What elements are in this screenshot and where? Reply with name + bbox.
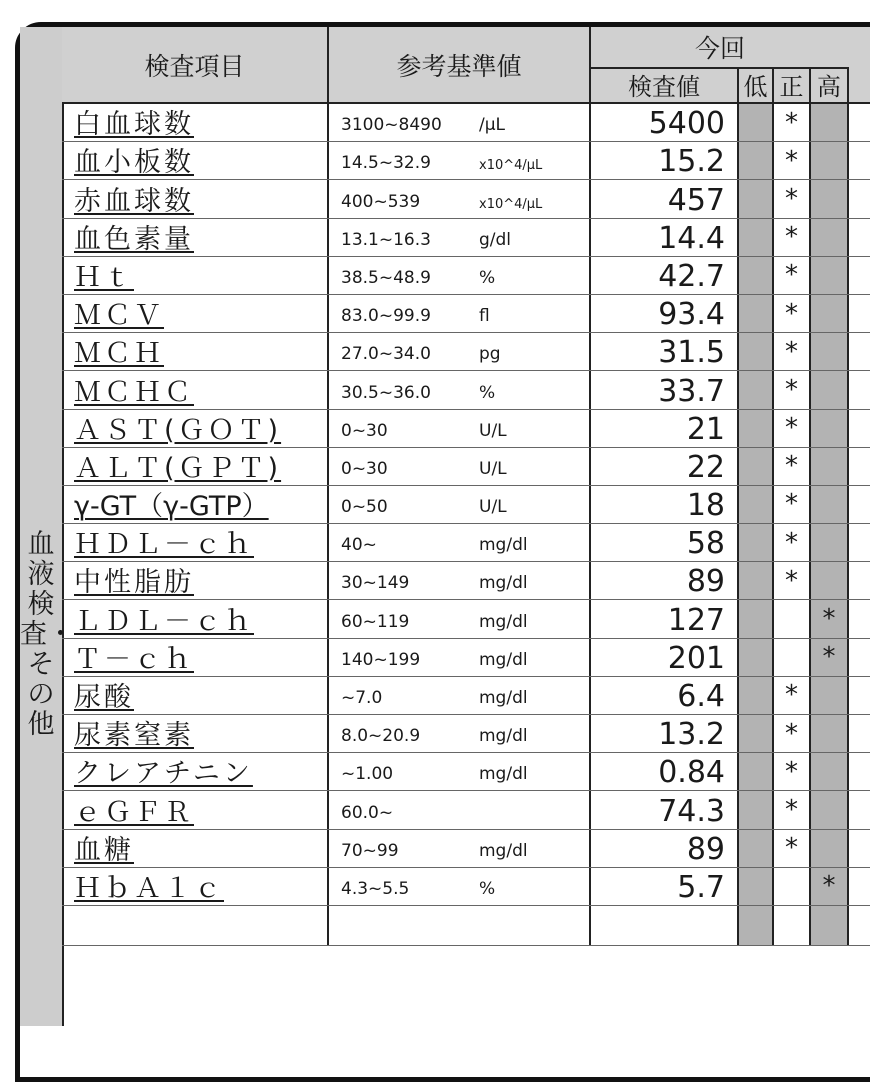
table-row xyxy=(62,180,870,218)
table-row xyxy=(62,486,870,524)
flag-high xyxy=(811,677,849,714)
header-current xyxy=(591,27,849,102)
flag-normal xyxy=(774,830,811,867)
flag-low xyxy=(739,753,774,790)
flag-low xyxy=(739,180,774,217)
flag-high xyxy=(811,753,849,790)
reference-range: 40~ xyxy=(341,535,377,556)
reference-cell xyxy=(329,677,591,714)
result-value: 42.7 xyxy=(591,257,739,294)
empty-cell-normal xyxy=(774,906,811,945)
reference-cell xyxy=(329,486,591,523)
reference-unit: pg xyxy=(479,344,501,365)
reference-cell xyxy=(329,410,591,447)
empty-cell-high xyxy=(811,906,849,945)
extra-cell xyxy=(849,715,870,752)
flag-normal xyxy=(774,371,811,408)
flag-high xyxy=(811,104,849,141)
extra-cell xyxy=(849,486,870,523)
flag-low xyxy=(739,677,774,714)
reference-range: 83.0~99.9 xyxy=(341,306,431,327)
header-item: 検査項目 xyxy=(62,27,329,102)
table-row xyxy=(62,753,870,791)
extra-cell xyxy=(849,333,870,370)
flag-high xyxy=(811,715,849,752)
test-name: 尿素窒素 xyxy=(62,715,329,752)
extra-cell xyxy=(849,104,870,141)
normal-mark: * xyxy=(785,374,798,405)
table-row xyxy=(62,448,870,486)
high-mark: * xyxy=(822,604,836,635)
reference-unit: mg/dl xyxy=(479,535,528,556)
reference-cell xyxy=(329,142,591,179)
test-name: ＭＣＨＣ xyxy=(62,371,329,408)
reference-unit: mg/dl xyxy=(479,649,528,670)
normal-mark: * xyxy=(785,413,798,444)
table-row xyxy=(62,715,870,753)
results-table xyxy=(62,27,870,946)
reference-cell xyxy=(329,295,591,332)
reference-range: ~7.0 xyxy=(341,688,383,708)
flag-low xyxy=(739,104,774,141)
normal-mark: * xyxy=(785,756,798,787)
flag-low xyxy=(739,219,774,256)
flag-high xyxy=(811,410,849,447)
reference-cell xyxy=(329,180,591,217)
reference-unit: mg/dl xyxy=(479,764,528,785)
reference-cell xyxy=(329,257,591,294)
flag-normal xyxy=(774,791,811,828)
flag-low xyxy=(739,257,774,294)
table-row xyxy=(62,257,870,295)
reference-cell xyxy=(329,219,591,256)
result-value: 6.4 xyxy=(591,677,739,714)
flag-normal xyxy=(774,180,811,217)
table-row xyxy=(62,562,870,600)
flag-high xyxy=(811,562,849,599)
empty-cell-ref xyxy=(329,906,591,945)
flag-normal xyxy=(774,562,811,599)
category-band xyxy=(20,27,74,1026)
test-name: クレアチニン xyxy=(62,753,329,790)
result-value: 89 xyxy=(591,562,739,599)
reference-unit: U/L xyxy=(479,458,507,479)
header-high: 高 xyxy=(811,67,849,102)
reference-range: 0~30 xyxy=(341,458,388,479)
reference-unit: x10^4/µL xyxy=(479,196,543,212)
reference-range: 4.3~5.5 xyxy=(341,878,410,899)
extra-cell xyxy=(849,371,870,408)
header-extra xyxy=(849,27,870,102)
test-name: 赤血球数 xyxy=(62,180,329,217)
flag-high xyxy=(811,791,849,828)
result-value: 201 xyxy=(591,639,739,676)
extra-cell xyxy=(849,448,870,485)
reference-unit: /µL xyxy=(479,115,506,136)
reference-cell xyxy=(329,830,591,867)
result-value: 74.3 xyxy=(591,791,739,828)
test-name: 尿酸 xyxy=(62,677,329,714)
normal-mark: * xyxy=(785,527,798,558)
extra-cell xyxy=(849,180,870,217)
reference-cell xyxy=(329,333,591,370)
extra-cell xyxy=(849,562,870,599)
extra-cell xyxy=(849,410,870,447)
test-name: Ｔ－ｃｈ xyxy=(62,639,329,676)
reference-cell xyxy=(329,600,591,637)
extra-cell xyxy=(849,219,870,256)
result-value: 457 xyxy=(591,180,739,217)
reference-unit: U/L xyxy=(479,497,507,518)
normal-mark: * xyxy=(785,489,798,520)
normal-mark: * xyxy=(785,183,798,214)
test-name: ＨＤＬ－ｃｈ xyxy=(62,524,329,561)
table-row xyxy=(62,142,870,180)
result-value: 31.5 xyxy=(591,333,739,370)
reference-cell xyxy=(329,753,591,790)
reference-range: 13.1~16.3 xyxy=(341,229,431,250)
flag-high xyxy=(811,830,849,867)
reference-unit: mg/dl xyxy=(479,611,528,632)
normal-mark: * xyxy=(785,145,798,176)
test-name: γ-GT（γ-GTP） xyxy=(62,486,329,523)
normal-mark: * xyxy=(785,680,798,711)
flag-high xyxy=(811,180,849,217)
result-value: 93.4 xyxy=(591,295,739,332)
flag-high xyxy=(811,333,849,370)
result-value: 33.7 xyxy=(591,371,739,408)
reference-cell xyxy=(329,639,591,676)
flag-low xyxy=(739,410,774,447)
flag-high xyxy=(811,257,849,294)
test-name: ＡＳＴ(ＧＯＴ) xyxy=(62,410,329,447)
flag-normal xyxy=(774,486,811,523)
flag-normal xyxy=(774,142,811,179)
reference-range: 3100~8490 xyxy=(341,115,442,136)
normal-mark: * xyxy=(785,298,798,329)
flag-normal xyxy=(774,677,811,714)
result-value: 13.2 xyxy=(591,715,739,752)
reference-range: 400~539 xyxy=(341,191,421,212)
flag-normal xyxy=(774,219,811,256)
flag-normal xyxy=(774,333,811,370)
extra-cell xyxy=(849,257,870,294)
header-normal: 正 xyxy=(774,67,811,102)
flag-low xyxy=(739,524,774,561)
flag-high xyxy=(811,486,849,523)
reference-range: 14.5~32.9 xyxy=(341,153,431,174)
flag-low xyxy=(739,448,774,485)
table-row-empty xyxy=(62,906,870,946)
table-body xyxy=(62,104,870,906)
flag-low xyxy=(739,868,774,905)
flag-normal xyxy=(774,600,811,637)
extra-cell xyxy=(849,830,870,867)
high-mark: * xyxy=(822,642,836,673)
flag-normal xyxy=(774,753,811,790)
table-row xyxy=(62,639,870,677)
extra-cell xyxy=(849,791,870,828)
header-current-label: 今回 xyxy=(591,27,849,69)
flag-normal xyxy=(774,295,811,332)
reference-cell xyxy=(329,562,591,599)
flag-high xyxy=(811,295,849,332)
extra-cell xyxy=(849,524,870,561)
flag-normal xyxy=(774,410,811,447)
reference-unit: % xyxy=(479,382,496,403)
header-value: 検査値 xyxy=(591,67,739,102)
reference-unit: mg/dl xyxy=(479,840,528,861)
normal-mark: * xyxy=(785,718,798,749)
reference-cell xyxy=(329,448,591,485)
flag-normal xyxy=(774,868,811,905)
reference-range: 140~199 xyxy=(341,649,421,670)
reference-cell xyxy=(329,371,591,408)
reference-range: 60~119 xyxy=(341,611,410,632)
empty-cell-low xyxy=(739,906,774,945)
result-value: 58 xyxy=(591,524,739,561)
normal-mark: * xyxy=(785,222,798,253)
extra-cell xyxy=(849,868,870,905)
flag-low xyxy=(739,295,774,332)
test-name: ｅＧＦＲ xyxy=(62,791,329,828)
reference-range: ~1.00 xyxy=(341,764,394,785)
extra-cell xyxy=(849,677,870,714)
flag-low xyxy=(739,830,774,867)
normal-mark: * xyxy=(785,794,798,825)
reference-unit: mg/dl xyxy=(479,688,528,708)
flag-low xyxy=(739,791,774,828)
reference-unit: U/L xyxy=(479,420,507,441)
normal-mark: * xyxy=(785,833,798,864)
table-row xyxy=(62,104,870,142)
normal-mark: * xyxy=(785,565,798,596)
category-label: 血液検査・その他 xyxy=(20,529,74,740)
header-low: 低 xyxy=(739,67,774,102)
test-name: 血色素量 xyxy=(62,219,329,256)
test-name: ＭＣＶ xyxy=(62,295,329,332)
table-row xyxy=(62,410,870,448)
flag-low xyxy=(739,371,774,408)
table-row xyxy=(62,219,870,257)
table-row xyxy=(62,600,870,638)
flag-normal xyxy=(774,524,811,561)
flag-normal xyxy=(774,639,811,676)
flag-low xyxy=(739,600,774,637)
normal-mark: * xyxy=(785,451,798,482)
flag-low xyxy=(739,333,774,370)
table-row xyxy=(62,830,870,868)
table-row xyxy=(62,524,870,562)
result-value: 127 xyxy=(591,600,739,637)
reference-range: 38.5~48.9 xyxy=(341,267,431,288)
table-row xyxy=(62,791,870,829)
result-value: 89 xyxy=(591,830,739,867)
flag-normal xyxy=(774,715,811,752)
flag-high xyxy=(811,219,849,256)
reference-range: 60.0~ xyxy=(341,802,394,823)
extra-cell xyxy=(849,142,870,179)
flag-normal xyxy=(774,257,811,294)
reference-cell xyxy=(329,104,591,141)
reference-unit: g/dl xyxy=(479,229,512,250)
flag-high xyxy=(811,868,849,905)
test-name: 血糖 xyxy=(62,830,329,867)
flag-high xyxy=(811,524,849,561)
flag-low xyxy=(739,562,774,599)
reference-range: 8.0~20.9 xyxy=(341,726,421,747)
result-value: 14.4 xyxy=(591,219,739,256)
result-value: 5400 xyxy=(591,104,739,141)
reference-range: 0~50 xyxy=(341,497,388,518)
flag-high xyxy=(811,142,849,179)
empty-cell-value xyxy=(591,906,739,945)
reference-unit: % xyxy=(479,878,496,899)
flag-high xyxy=(811,448,849,485)
flag-high xyxy=(811,639,849,676)
empty-cell-name xyxy=(62,906,329,945)
reference-unit: mg/dl xyxy=(479,573,528,594)
extra-cell xyxy=(849,753,870,790)
flag-high xyxy=(811,600,849,637)
test-name: ＭＣＨ xyxy=(62,333,329,370)
reference-unit: % xyxy=(479,267,496,288)
normal-mark: * xyxy=(785,107,798,138)
result-value: 0.84 xyxy=(591,753,739,790)
reference-unit: mg/dl xyxy=(479,726,528,747)
test-name: ＡＬＴ(ＧＰＴ) xyxy=(62,448,329,485)
flag-low xyxy=(739,715,774,752)
table-row xyxy=(62,333,870,371)
table-row xyxy=(62,295,870,333)
result-value: 21 xyxy=(591,410,739,447)
flag-high xyxy=(811,371,849,408)
reference-range: 0~30 xyxy=(341,420,388,441)
extra-cell xyxy=(849,639,870,676)
table-row xyxy=(62,371,870,409)
reference-cell xyxy=(329,524,591,561)
extra-cell xyxy=(849,295,870,332)
result-value: 22 xyxy=(591,448,739,485)
reference-range: 70~99 xyxy=(341,840,399,861)
table-row xyxy=(62,677,870,715)
high-mark: * xyxy=(822,871,836,902)
test-name: 白血球数 xyxy=(62,104,329,141)
flag-normal xyxy=(774,448,811,485)
result-value: 15.2 xyxy=(591,142,739,179)
flag-low xyxy=(739,639,774,676)
table-row xyxy=(62,868,870,906)
flag-low xyxy=(739,142,774,179)
test-name: Ｈｔ xyxy=(62,257,329,294)
reference-cell xyxy=(329,715,591,752)
normal-mark: * xyxy=(785,260,798,291)
reference-cell xyxy=(329,868,591,905)
reference-range: 27.0~34.0 xyxy=(341,344,431,365)
result-value: 5.7 xyxy=(591,868,739,905)
test-name: ＨｂＡ１ｃ xyxy=(62,868,329,905)
reference-unit: fl xyxy=(479,306,490,327)
table-header xyxy=(62,27,870,104)
header-reference: 参考基準値 xyxy=(329,27,591,102)
reference-range: 30~149 xyxy=(341,573,410,594)
reference-cell xyxy=(329,791,591,828)
extra-cell xyxy=(849,600,870,637)
normal-mark: * xyxy=(785,336,798,367)
test-name: 血小板数 xyxy=(62,142,329,179)
reference-unit: x10^4/µL xyxy=(479,158,543,174)
flag-low xyxy=(739,486,774,523)
result-value: 18 xyxy=(591,486,739,523)
reference-range: 30.5~36.0 xyxy=(341,382,431,403)
test-name: 中性脂肪 xyxy=(62,562,329,599)
test-name: ＬＤＬ－ｃｈ xyxy=(62,600,329,637)
flag-normal xyxy=(774,104,811,141)
